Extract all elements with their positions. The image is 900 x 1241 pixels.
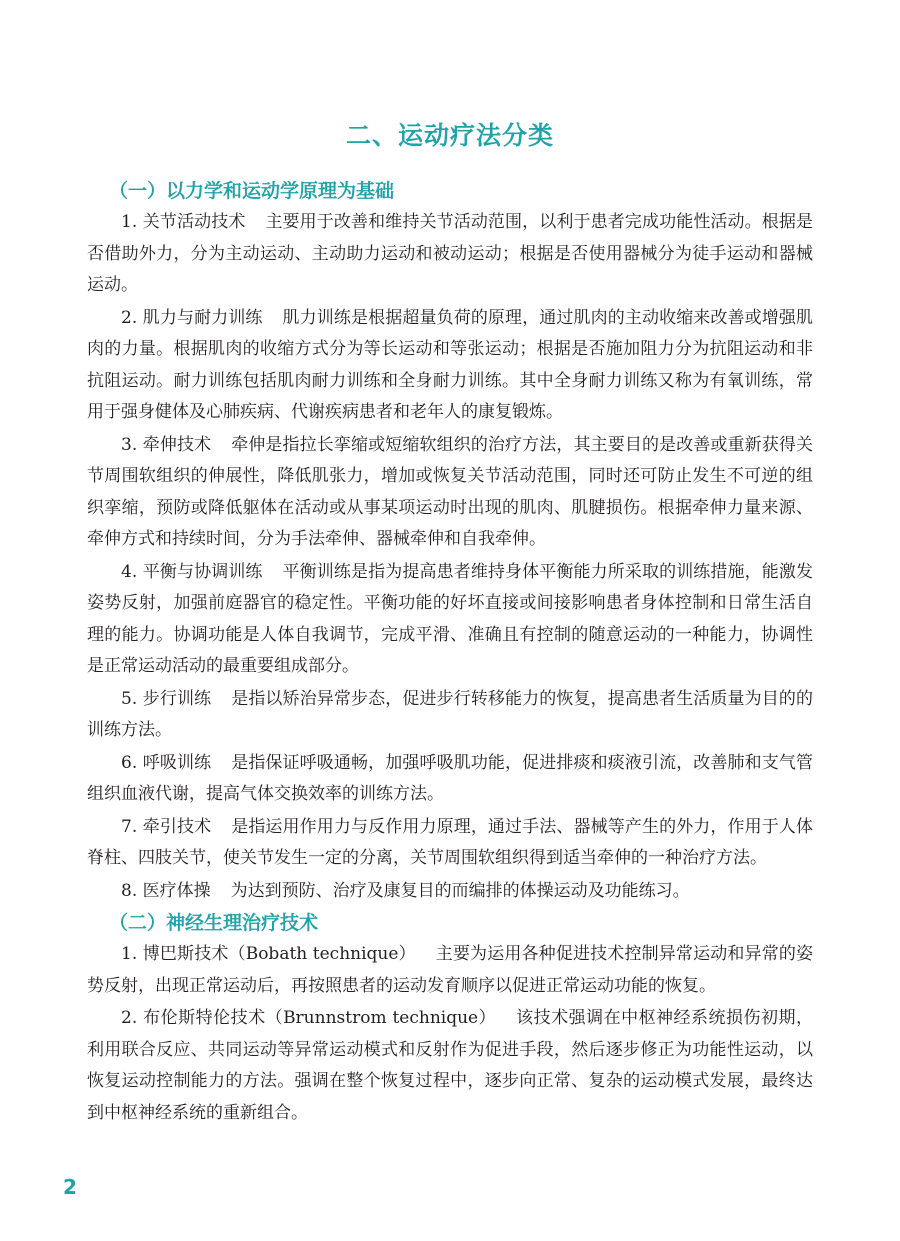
item-text: 主要用于改善和维持关节活动范围，以利于患者完成功能性活动。根据是否借助外力，分为主动运动、主动助力运动和被动运动；根据是否使用器械分为徒手运动和器械运动。 xyxy=(87,212,814,295)
paragraph xyxy=(87,748,813,811)
item-text: 是指保证呼吸通畅，加强呼吸肌功能，促进排痰和痰液引流，改善肺和支气管组织血液代谢，提高气体交换效率的训练方法。 xyxy=(87,752,814,804)
section-heading: （一）以力学和运动学原理为基础 xyxy=(109,180,395,202)
item-title: 6. 呼吸训练 xyxy=(121,752,212,773)
item-text: 是指运用作用力与反作用力原理，通过手法、器械等产生的外力，作用于人体脊柱、四肢关节，使关节发生一定的分离，关节周围软组织得到适当牵伸的一种治疗方法。 xyxy=(87,816,814,868)
item-title: 3. 牵伸技术 xyxy=(121,434,212,455)
paragraph xyxy=(87,876,813,908)
item-title: 7. 牵引技术 xyxy=(121,816,212,837)
item-text: 为达到预防、治疗及康复目的而编排的体操运动及功能练习。 xyxy=(230,880,690,901)
item-title: 5. 步行训练 xyxy=(121,688,212,709)
item-text: 牵伸是指拉长挛缩或短缩软组织的治疗方法，其主要目的是改善或重新获得关节周围软组织的伸展性，降低肌张力，增加或恢复关节活动范围，同时还可防止发生不可逆的组织挛缩，预防或降低躯体在活动或从事某项运动时出现的肌肉、肌腱损伤。根据牵伸力量来源、牵伸方式和持续时间，分为手法牵伸、器械牵伸和自我牵伸。 xyxy=(87,434,814,549)
page-number: 2 xyxy=(63,1175,77,1199)
item-text: 是指以矫治异常步态，促进步行转移能力的恢复，提高患者生活质量为目的的训练方法。 xyxy=(87,688,814,740)
item-title: 2. 布伦斯特伦技术（Brunnstrom technique） xyxy=(121,1008,497,1028)
paragraph xyxy=(87,557,813,683)
paragraph xyxy=(87,207,813,302)
paragraph xyxy=(87,303,813,429)
paragraph xyxy=(87,1003,813,1129)
item-title: 4. 平衡与协调训练 xyxy=(121,561,263,582)
item-text: 该技术强调在中枢神经系统损伤初期，利用联合反应、共同运动等异常运动模式和反射作为促进手段，然后逐步修正为功能性运动，以恢复运动控制能力的方法。强调在整个恢复过程中，逐步向正常、复杂的运动模式发展，最终达到中枢神经系统的重新组合。 xyxy=(87,1008,814,1123)
item-title: 8. 医疗体操 xyxy=(121,880,211,901)
paragraph xyxy=(87,812,813,875)
item-text: 平衡训练是指为提高患者维持身体平衡能力所采取的训练措施，能激发姿势反射，加强前庭器官的稳定性。平衡功能的好坏直接或间接影响患者身体控制和日常生活自理的能力。协调功能是人体自我调节，完成平滑、准确且有控制的随意运动的一种能力，协调性是正常运动活动的最重要组成部分。 xyxy=(87,561,813,676)
item-text: 主要为运用各种促进技术控制异常运动和异常的姿势反射，出现正常运动后，再按照患者的运动发育顺序以促进正常运动功能的恢复。 xyxy=(87,944,813,996)
section-heading: （二）神经生理治疗技术 xyxy=(109,912,319,934)
paragraph xyxy=(87,684,813,747)
item-title: 1. 博巴斯技术（Bobath technique） xyxy=(121,944,416,964)
item-text: 肌力训练是根据超量负荷的原理，通过肌肉的主动收缩来改善或增强肌肉的力量。根据肌肉的收缩方式分为等长运动和等张运动；根据是否施加阻力分为抗阻运动和非抗阻运动。耐力训练包括肌肉耐力训练和全身耐力训练。其中全身耐力训练又称为有氧训练，常用于强身健体及心肺疾病、代谢疾病患者和老年人的康复锻炼。 xyxy=(87,307,813,422)
chapter-title: 二、运动疗法分类 xyxy=(345,121,554,150)
paragraph xyxy=(87,430,813,556)
item-title: 1. 关节活动技术 xyxy=(121,212,246,232)
paragraph xyxy=(87,939,813,1002)
item-title: 2. 肌力与耐力训练 xyxy=(121,307,263,328)
page-content xyxy=(87,176,813,1130)
